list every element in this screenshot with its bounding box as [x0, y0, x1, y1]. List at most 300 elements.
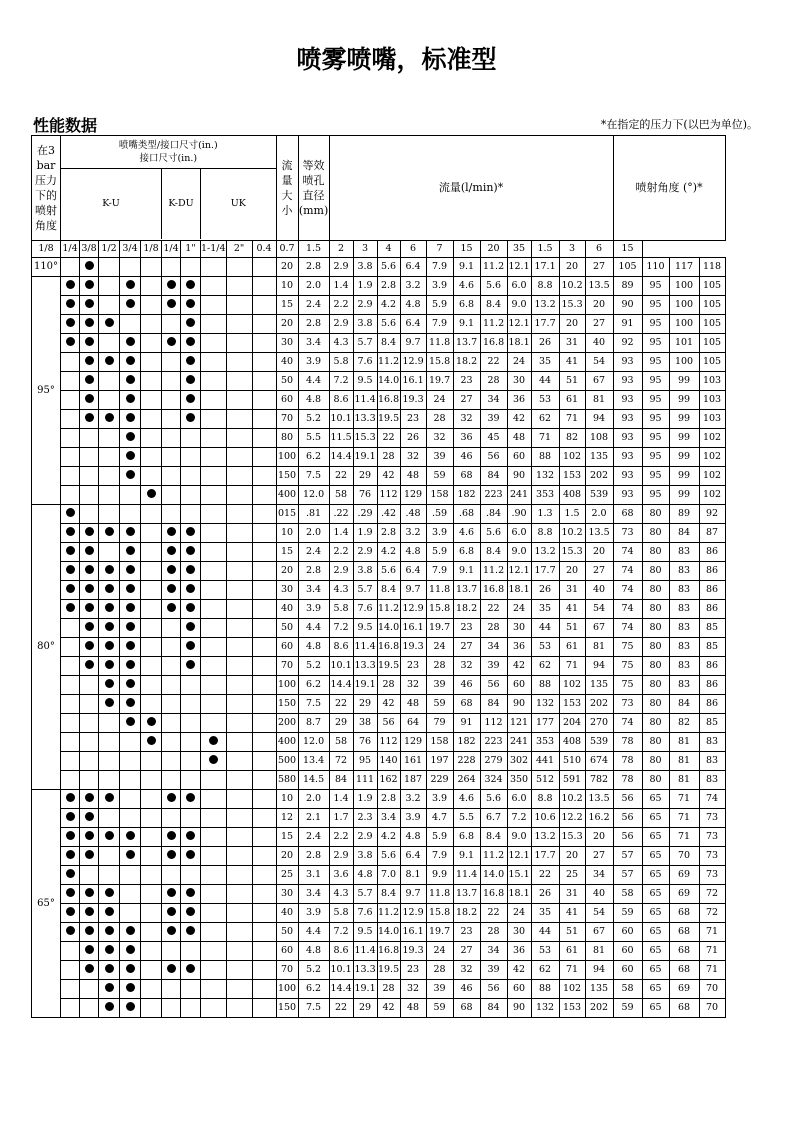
angle-cell: 80 — [642, 561, 669, 580]
flow-cell: 121 — [507, 713, 531, 732]
availability-dot-icon — [167, 603, 176, 612]
capacity-cell: 100 — [276, 447, 298, 466]
angle-cell: 86 — [699, 694, 725, 713]
flow-cell: 24 — [426, 390, 453, 409]
flow-cell: 16.1 — [400, 922, 426, 941]
nozzle-size-cell — [252, 314, 276, 333]
nozzle-size-cell — [181, 960, 201, 979]
table-row — [32, 903, 726, 922]
availability-dot-icon — [126, 622, 135, 631]
nozzle-size-cell — [252, 656, 276, 675]
nozzle-size-cell — [252, 808, 276, 827]
angle-cell: 78 — [613, 770, 642, 789]
nozzle-size-cell — [120, 770, 141, 789]
flow-cell: 9.7 — [400, 580, 426, 599]
availability-dot-icon — [85, 394, 94, 403]
flow-cell: 3.9 — [426, 789, 453, 808]
flow-cell: 68 — [453, 466, 480, 485]
flow-cell: 23 — [400, 960, 426, 979]
availability-dot-icon — [126, 660, 135, 669]
nozzle-size-cell — [226, 295, 252, 314]
nozzle-size-cell — [120, 618, 141, 637]
nozzle-size-cell — [181, 694, 201, 713]
nozzle-size-cell — [120, 694, 141, 713]
nozzle-size-cell — [226, 884, 252, 903]
nozzle-size-cell — [226, 276, 252, 295]
flow-cell: 8.4 — [377, 884, 400, 903]
angle-cell: 78 — [613, 732, 642, 751]
nozzle-size-cell — [162, 675, 181, 694]
flow-cell: 12.9 — [400, 599, 426, 618]
flow-cell: 5.8 — [329, 352, 353, 371]
nozzle-size-cell — [99, 276, 120, 295]
nozzle-size-cell — [61, 694, 80, 713]
flow-cell: 4.7 — [426, 808, 453, 827]
flow-cell: 9.1 — [453, 314, 480, 333]
flow-cell: 4.2 — [377, 827, 400, 846]
nozzle-size-cell — [61, 979, 80, 998]
availability-dot-icon — [66, 603, 75, 612]
nozzle-size-cell — [181, 599, 201, 618]
nozzle-size-cell — [226, 371, 252, 390]
capacity-cell: 100 — [276, 675, 298, 694]
nozzle-size-cell — [80, 447, 99, 466]
flow-cell: 28 — [426, 409, 453, 428]
availability-dot-icon — [209, 736, 218, 745]
orifice-cell: 4.4 — [298, 922, 329, 941]
nozzle-size-cell — [252, 409, 276, 428]
availability-dot-icon — [126, 964, 135, 973]
flow-cell: 19.7 — [426, 371, 453, 390]
angle-cell: 84 — [669, 523, 699, 542]
capacity-cell: 60 — [276, 390, 298, 409]
flow-cell: 1.9 — [353, 523, 377, 542]
capacity-cell: 60 — [276, 637, 298, 656]
flow-cell: 11.4 — [453, 865, 480, 884]
nozzle-size-cell — [181, 447, 201, 466]
availability-dot-icon — [167, 280, 176, 289]
angle-cell: 83 — [669, 599, 699, 618]
nozzle-size-cell — [162, 542, 181, 561]
nozzle-size-cell — [201, 865, 227, 884]
availability-dot-icon — [85, 375, 94, 384]
flow-cell: 51 — [559, 922, 585, 941]
flow-cell: 5.9 — [426, 542, 453, 561]
flow-cell: 5.7 — [353, 884, 377, 903]
nozzle-size-cell — [181, 333, 201, 352]
nozzle-size-cell — [252, 295, 276, 314]
availability-dot-icon — [66, 527, 75, 536]
angle-cell: 65 — [642, 979, 669, 998]
availability-dot-icon — [167, 565, 176, 574]
kdu-size-label: 1/8 — [141, 240, 162, 257]
nozzle-size-cell — [61, 789, 80, 808]
nozzle-size-cell — [252, 618, 276, 637]
angle-cell: 99 — [669, 390, 699, 409]
flow-cell: 28 — [377, 979, 400, 998]
angle-cell: 93 — [613, 466, 642, 485]
angle-cell: 83 — [669, 656, 699, 675]
angle-cell: 95 — [642, 390, 669, 409]
flow-cell: 40 — [585, 333, 613, 352]
flow-cell: 84 — [329, 770, 353, 789]
flow-cell: 44 — [531, 922, 559, 941]
availability-dot-icon — [167, 299, 176, 308]
angle-cell: 95 — [642, 352, 669, 371]
capacity-cell: 150 — [276, 466, 298, 485]
flow-cell: 26 — [531, 884, 559, 903]
angle-cell: 93 — [613, 485, 642, 504]
availability-dot-icon — [85, 907, 94, 916]
flow-cell: 42 — [507, 656, 531, 675]
nozzle-size-cell — [201, 732, 227, 751]
angle-cell: 70 — [699, 979, 725, 998]
orifice-cell: 2.1 — [298, 808, 329, 827]
nozzle-size-cell — [226, 257, 252, 276]
nozzle-size-cell — [201, 789, 227, 808]
availability-dot-icon — [85, 299, 94, 308]
availability-dot-icon — [126, 698, 135, 707]
nozzle-size-cell — [141, 979, 162, 998]
nozzle-size-cell — [141, 694, 162, 713]
angle-cell: 99 — [669, 409, 699, 428]
flow-cell: 48 — [400, 694, 426, 713]
availability-dot-icon — [105, 641, 114, 650]
orifice-cell: 2.0 — [298, 789, 329, 808]
nozzle-size-cell — [141, 447, 162, 466]
angle-cell: 105 — [613, 257, 642, 276]
availability-dot-icon — [167, 793, 176, 802]
nozzle-size-cell — [80, 523, 99, 542]
orifice-cell: 4.8 — [298, 941, 329, 960]
page-title: 喷雾喷嘴，标准型 — [296, 45, 497, 74]
orifice-cell: 13.4 — [298, 751, 329, 770]
flow-cell: 19.5 — [377, 656, 400, 675]
flow-cell: 11.4 — [353, 637, 377, 656]
flow-cell: 135 — [585, 979, 613, 998]
flow-cell: 19.7 — [426, 922, 453, 941]
nozzle-size-cell — [120, 865, 141, 884]
flow-cell: 14.4 — [329, 979, 353, 998]
angle-cell: 59 — [613, 998, 642, 1017]
section-title: 性能数据 — [33, 116, 98, 135]
flow-cell: 6.0 — [507, 523, 531, 542]
nozzle-size-cell — [99, 371, 120, 390]
nozzle-size-cell — [226, 789, 252, 808]
nozzle-size-cell — [181, 466, 201, 485]
flow-cell: 35 — [531, 352, 559, 371]
nozzle-size-cell — [201, 637, 227, 656]
table-row — [32, 314, 726, 333]
flow-cell: 84 — [480, 466, 507, 485]
angle-cell: 80 — [642, 751, 669, 770]
availability-dot-icon — [186, 622, 195, 631]
angle-cell: 59 — [613, 903, 642, 922]
nozzle-size-cell — [226, 523, 252, 542]
availability-dot-icon — [167, 831, 176, 840]
flow-cell: 14.4 — [329, 447, 353, 466]
capacity-cell: 20 — [276, 561, 298, 580]
nozzle-size-cell — [80, 314, 99, 333]
availability-dot-icon — [105, 565, 114, 574]
flow-cell: 56 — [377, 713, 400, 732]
nozzle-size-cell — [201, 884, 227, 903]
availability-dot-icon — [186, 793, 195, 802]
nozzle-size-cell — [80, 979, 99, 998]
availability-dot-icon — [167, 584, 176, 593]
angle-cell: 70 — [669, 846, 699, 865]
availability-dot-icon — [66, 299, 75, 308]
flow-cell: 15.3 — [353, 428, 377, 447]
flow-cell: 11.2 — [377, 903, 400, 922]
flow-cell: 20 — [585, 542, 613, 561]
flow-cell: 11.8 — [426, 333, 453, 352]
flow-cell: 4.3 — [329, 580, 353, 599]
capacity-cell: 15 — [276, 295, 298, 314]
ku-size-label: 3/8 — [80, 240, 99, 257]
nozzle-size-cell — [120, 656, 141, 675]
flow-cell: 2.9 — [353, 542, 377, 561]
flow-cell: 782 — [585, 770, 613, 789]
table-row — [32, 580, 726, 599]
availability-dot-icon — [186, 375, 195, 384]
nozzle-size-cell — [80, 428, 99, 447]
nozzle-size-cell — [61, 770, 80, 789]
nozzle-size-cell — [162, 789, 181, 808]
nozzle-size-cell — [80, 257, 99, 276]
flow-cell: 76 — [353, 485, 377, 504]
flow-cell: 12.1 — [507, 257, 531, 276]
flow-cell: 29 — [353, 694, 377, 713]
angle-cell: 95 — [642, 409, 669, 428]
nozzle-size-cell — [120, 542, 141, 561]
flow-cell: 27 — [453, 390, 480, 409]
flow-cell: 91 — [453, 713, 480, 732]
orifice-cell: 2.0 — [298, 523, 329, 542]
flow-cell: 23 — [453, 371, 480, 390]
availability-dot-icon — [85, 356, 94, 365]
angle-cell: 89 — [613, 276, 642, 295]
table-row — [32, 466, 726, 485]
angle-cell: 93 — [613, 371, 642, 390]
angle-cell: 100 — [669, 314, 699, 333]
nozzle-size-cell — [141, 352, 162, 371]
availability-dot-icon — [126, 451, 135, 460]
flow-cell: 23 — [453, 922, 480, 941]
nozzle-size-cell — [252, 675, 276, 694]
flow-cell: 56 — [480, 675, 507, 694]
nozzle-size-cell — [61, 808, 80, 827]
nozzle-size-cell — [252, 998, 276, 1017]
flow-cell: 13.7 — [453, 580, 480, 599]
flow-cell: 19.5 — [377, 409, 400, 428]
orifice-cell: 4.8 — [298, 390, 329, 409]
flow-cell: 102 — [559, 675, 585, 694]
nozzle-size-cell — [252, 694, 276, 713]
availability-dot-icon — [167, 527, 176, 536]
angle-cell: 95 — [642, 333, 669, 352]
nozzle-size-cell — [80, 922, 99, 941]
flow-cell: 88 — [531, 447, 559, 466]
nozzle-size-cell — [252, 865, 276, 884]
nozzle-size-cell — [61, 732, 80, 751]
flow-cell: 3.8 — [353, 257, 377, 276]
table-row — [32, 789, 726, 808]
angle-cell: 95 — [642, 447, 669, 466]
table-row — [32, 542, 726, 561]
flow-cell: 29 — [353, 998, 377, 1017]
angle-cell: 99 — [669, 371, 699, 390]
nozzle-size-cell — [80, 808, 99, 827]
flow-cell: 9.1 — [453, 846, 480, 865]
angle-cell: 99 — [669, 485, 699, 504]
availability-dot-icon — [66, 869, 75, 878]
angle-cell: 83 — [669, 561, 699, 580]
nozzle-size-cell — [99, 390, 120, 409]
flow-cell: 3.4 — [377, 808, 400, 827]
flow-cell: 350 — [507, 770, 531, 789]
flow-cell: 26 — [531, 580, 559, 599]
nozzle-size-cell — [80, 352, 99, 371]
nozzle-size-cell — [80, 485, 99, 504]
flow-cell: 9.0 — [507, 827, 531, 846]
nozzle-size-cell — [226, 637, 252, 656]
flow-cell: 94 — [585, 409, 613, 428]
flow-cell: 10.2 — [559, 523, 585, 542]
availability-dot-icon — [105, 983, 114, 992]
availability-dot-icon — [126, 565, 135, 574]
flow-cell: 20 — [559, 561, 585, 580]
group-kdu-label: K-DU — [162, 169, 201, 239]
availability-dot-icon — [85, 945, 94, 954]
flow-cell: 5.6 — [377, 846, 400, 865]
nozzle-size-cell — [252, 580, 276, 599]
nozzle-size-cell — [80, 694, 99, 713]
angle-cell: 75 — [613, 675, 642, 694]
table-row — [32, 941, 726, 960]
flow-cell: 6.8 — [453, 295, 480, 314]
availability-dot-icon — [85, 641, 94, 650]
ku-size-label: 1/8 — [32, 240, 61, 257]
flow-cell: 31 — [559, 333, 585, 352]
nozzle-size-cell — [99, 979, 120, 998]
flow-cell: 16.8 — [377, 390, 400, 409]
nozzle-size-cell — [141, 618, 162, 637]
flow-cell: 36 — [507, 637, 531, 656]
nozzle-size-cell — [120, 466, 141, 485]
nozzle-size-cell — [99, 865, 120, 884]
flow-cell: 2.9 — [329, 561, 353, 580]
angle-cell: 93 — [613, 447, 642, 466]
table-row — [32, 998, 726, 1017]
flow-cell: 11.2 — [377, 352, 400, 371]
nozzle-size-cell — [80, 542, 99, 561]
angle-cell: 78 — [613, 751, 642, 770]
angle-cell: 80 — [642, 675, 669, 694]
table-row — [32, 428, 726, 447]
nozzle-size-cell — [201, 960, 227, 979]
flow-cell: 2.8 — [377, 523, 400, 542]
flow-cell: 8.8 — [531, 523, 559, 542]
nozzle-size-cell — [141, 257, 162, 276]
angle-cell: 80 — [642, 694, 669, 713]
nozzle-size-cell — [61, 713, 80, 732]
capacity-cell: 12 — [276, 808, 298, 827]
angle-cell: 86 — [699, 675, 725, 694]
flow-cell: 36 — [507, 390, 531, 409]
flow-cell: 2.3 — [353, 808, 377, 827]
flow-cell: 42 — [507, 960, 531, 979]
nozzle-size-cell — [201, 276, 227, 295]
nozzle-size-cell — [120, 941, 141, 960]
flow-cell: 81 — [585, 941, 613, 960]
flow-cell: 16.2 — [585, 808, 613, 827]
angle-cell: 102 — [699, 485, 725, 504]
nozzle-size-cell — [61, 371, 80, 390]
flow-cell: 90 — [507, 466, 531, 485]
uk-size-label: 2" — [226, 240, 252, 257]
flow-cell: 4.8 — [400, 542, 426, 561]
angle-cell: 68 — [669, 960, 699, 979]
nozzle-size-cell — [252, 922, 276, 941]
nozzle-size-cell — [162, 409, 181, 428]
nozzle-size-cell — [141, 960, 162, 979]
nozzle-size-cell — [226, 428, 252, 447]
availability-dot-icon — [186, 527, 195, 536]
nozzle-size-cell — [99, 637, 120, 656]
orifice-cell: 4.4 — [298, 618, 329, 637]
flow-cell: 11.8 — [426, 884, 453, 903]
angle-cell: 71 — [669, 827, 699, 846]
nozzle-size-cell — [201, 827, 227, 846]
nozzle-size-cell — [252, 846, 276, 865]
flow-cell: 34 — [480, 390, 507, 409]
flow-cell: 19.3 — [400, 637, 426, 656]
angle-cell: 68 — [669, 941, 699, 960]
nozzle-size-cell — [99, 333, 120, 352]
angle-cell: 103 — [699, 371, 725, 390]
nozzle-size-cell — [120, 751, 141, 770]
nozzle-size-cell — [99, 808, 120, 827]
flow-cell: 7.6 — [353, 599, 377, 618]
nozzle-size-cell — [226, 599, 252, 618]
availability-dot-icon — [147, 736, 156, 745]
nozzle-size-cell — [120, 637, 141, 656]
nozzle-size-cell — [61, 903, 80, 922]
nozzle-size-cell — [201, 713, 227, 732]
flow-cell: 36 — [507, 941, 531, 960]
performance-table — [31, 135, 726, 1018]
flow-cell: 67 — [585, 618, 613, 637]
orifice-cell: 6.2 — [298, 979, 329, 998]
capacity-cell: 70 — [276, 960, 298, 979]
nozzle-size-cell — [181, 846, 201, 865]
flow-cell: 591 — [559, 770, 585, 789]
orifice-cell: 2.4 — [298, 295, 329, 314]
angle-cell: 80 — [642, 618, 669, 637]
availability-dot-icon — [105, 1002, 114, 1011]
flow-cell: 10.2 — [559, 276, 585, 295]
nozzle-size-cell — [80, 998, 99, 1017]
nozzle-size-cell — [181, 903, 201, 922]
nozzle-size-cell — [201, 941, 227, 960]
orifice-cell: 5.2 — [298, 656, 329, 675]
nozzle-size-cell — [181, 523, 201, 542]
capacity-cell: 400 — [276, 732, 298, 751]
availability-dot-icon — [105, 603, 114, 612]
table-row — [32, 276, 726, 295]
flow-cell: 324 — [480, 770, 507, 789]
